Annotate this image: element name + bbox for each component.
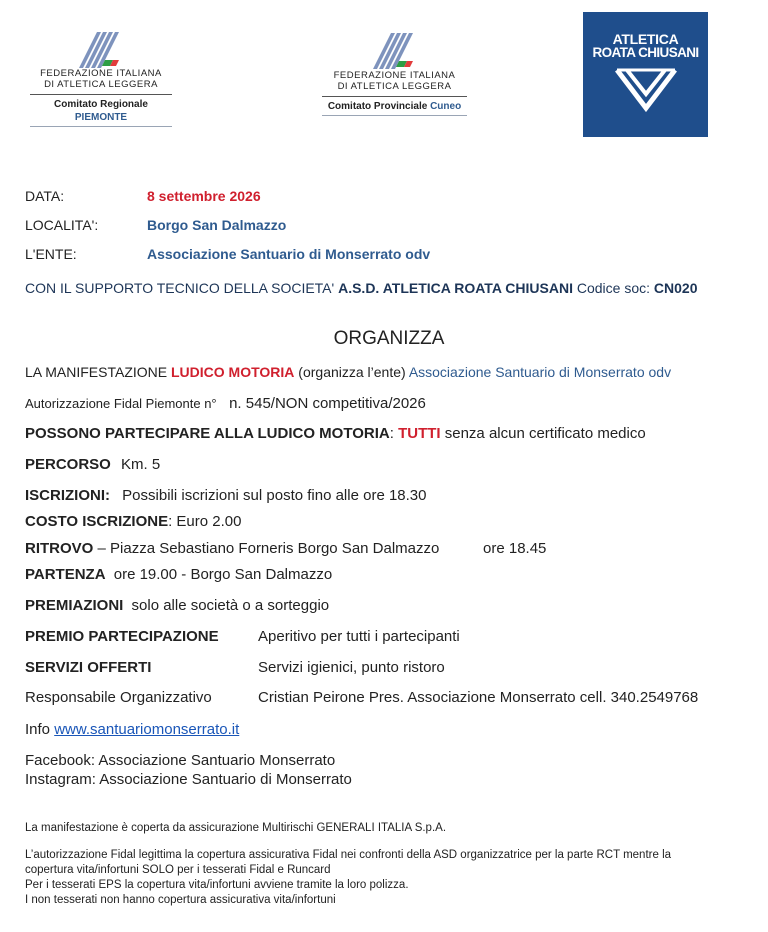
percorso-label: PERCORSO	[25, 456, 111, 473]
manifestazione-type: LUDICO MOTORIA	[171, 364, 295, 380]
partecipanti-who: TUTTI	[398, 425, 441, 442]
partecipanti-rest: senza alcun certificato medico	[440, 425, 646, 442]
responsabile-value: Cristian Peirone Pres. Associazione Monserrato cell. 340.2549768	[258, 689, 699, 706]
costo-line	[25, 513, 241, 530]
insurance-notes	[25, 848, 755, 908]
responsabile-label: Responsabile Organizzativo	[25, 689, 212, 706]
partecipanti-line	[25, 425, 646, 442]
ritrovo-time: ore 18.45	[483, 540, 547, 557]
fidal-provincial-logo	[322, 28, 467, 116]
fidal-regional-divider	[30, 126, 172, 127]
fidal-regional-line1: FEDERAZIONE ITALIANA	[40, 68, 162, 79]
localita-value: Borgo San Dalmazzo	[147, 217, 287, 233]
fidal-regional-line2: DI ATLETICA LEGGERA	[44, 79, 158, 90]
fidal-regional-logo	[30, 28, 172, 127]
ritrovo-label: RITROVO	[25, 540, 94, 557]
manifestazione-line	[25, 364, 671, 380]
support-club: A.S.D. ATLETICA ROATA CHIUSANI	[338, 280, 573, 296]
autorizzazione-value: n. 545/NON competitiva/2026	[229, 395, 426, 412]
support-code: CN020	[653, 280, 698, 296]
partenza-line	[25, 566, 332, 583]
fidal-regional-comitato	[30, 94, 172, 124]
ritrovo-value: – Piazza Sebastiano Forneris Borgo San Dalmazzo	[93, 540, 440, 557]
facebook-line: Facebook: Associazione Santuario Monserrato	[25, 752, 336, 769]
costo-value: : Euro 2.00	[168, 513, 242, 530]
premiazioni-line	[25, 597, 329, 614]
premio-label: PREMIO PARTECIPAZIONE	[25, 628, 219, 645]
fidal-emblem-icon	[365, 28, 425, 70]
premiazioni-value: solo alle società o a sorteggio	[131, 597, 330, 614]
fidal-provincial-divider	[322, 115, 467, 116]
autorizzazione-label: Autorizzazione Fidal Piemonte n°	[25, 396, 217, 411]
ente-value: Associazione Santuario di Monserrato odv	[147, 246, 431, 262]
insurance-line3: Per i tesserati EPS la copertura vita/infortuni avviene tramite la loro polizza.	[25, 879, 409, 891]
partenza-value: ore 19.00 - Borgo San Dalmazzo	[113, 566, 333, 583]
fidal-provincial-line1: FEDERAZIONE ITALIANA	[333, 70, 456, 81]
iscrizioni-label: ISCRIZIONI:	[25, 487, 110, 504]
club-emblem-icon	[611, 64, 681, 114]
iscrizioni-value: Possibili iscrizioni sul posto fino alle ore 18.30	[122, 487, 427, 504]
club-logo	[583, 12, 708, 137]
assicurazione-note: La manifestazione è coperta da assicurazione Multirischi GENERALI ITALIA S.p.A.	[25, 822, 447, 834]
premio-value: Aperitivo per tutti i partecipanti	[258, 628, 460, 645]
fidal-provincial-comitato	[322, 96, 467, 113]
info-line	[25, 721, 239, 738]
instagram-line: Instagram: Associazione Santuario di Monserrato	[25, 771, 352, 788]
club-logo-line2: ROATA CHIUSANI	[592, 45, 699, 60]
iscrizioni-line	[25, 487, 427, 504]
costo-label: COSTO ISCRIZIONE	[25, 513, 169, 530]
page-title: ORGANIZZA	[333, 328, 445, 349]
partecipanti-sep: :	[389, 425, 399, 442]
comitato-label: Comitato Provinciale	[327, 101, 428, 112]
website-link[interactable]: www.santuariomonserrato.it	[54, 721, 240, 738]
insurance-line4: I non tesserati non hanno copertura assicurativa vita/infortuni	[25, 894, 336, 906]
manifestazione-middle: (organizza l’ente)	[294, 364, 409, 380]
comitato-label: Comitato Regionale	[54, 99, 148, 110]
percorso-line	[25, 456, 160, 473]
fidal-emblem-icon	[71, 28, 131, 68]
premiazioni-label: PREMIAZIONI	[25, 597, 124, 614]
manifestazione-prefix: LA MANIFESTAZIONE	[25, 364, 171, 380]
data-value: 8 settembre 2026	[147, 188, 261, 204]
partecipanti-label: POSSONO PARTECIPARE ALLA LUDICO MOTORIA	[25, 425, 390, 442]
support-line	[25, 280, 698, 296]
comitato-region: Cuneo	[430, 101, 462, 112]
info-label: Info	[25, 721, 55, 738]
insurance-line2: copertura vita/infortuni SOLO per i tesserati Fidal e Runcard	[25, 864, 331, 876]
partenza-label: PARTENZA	[25, 566, 106, 583]
localita-label: LOCALITA':	[25, 217, 99, 233]
manifestazione-ente: Associazione Santuario di Monserrato odv	[408, 364, 672, 380]
support-code-label: Codice soc:	[572, 280, 654, 296]
servizi-label: SERVIZI OFFERTI	[25, 659, 152, 676]
fidal-provincial-line2: DI ATLETICA LEGGERA	[337, 81, 452, 92]
servizi-value: Servizi igienici, punto ristoro	[258, 659, 445, 676]
support-prefix: CON IL SUPPORTO TECNICO DELLA SOCIETA'	[25, 280, 339, 296]
autorizzazione-line	[25, 395, 426, 413]
comitato-region: PIEMONTE	[74, 112, 128, 123]
percorso-value: Km. 5	[121, 456, 161, 473]
ente-label: L'ENTE:	[25, 246, 77, 262]
club-logo-line1: ATLETICA	[612, 31, 679, 47]
ritrovo-line	[25, 540, 439, 557]
data-label: DATA:	[25, 188, 65, 204]
insurance-line1: L’autorizzazione Fidal legittima la copertura assicurativa Fidal nei confronti della ASD organizzatrice per la parte RCT mentre la	[25, 849, 672, 861]
